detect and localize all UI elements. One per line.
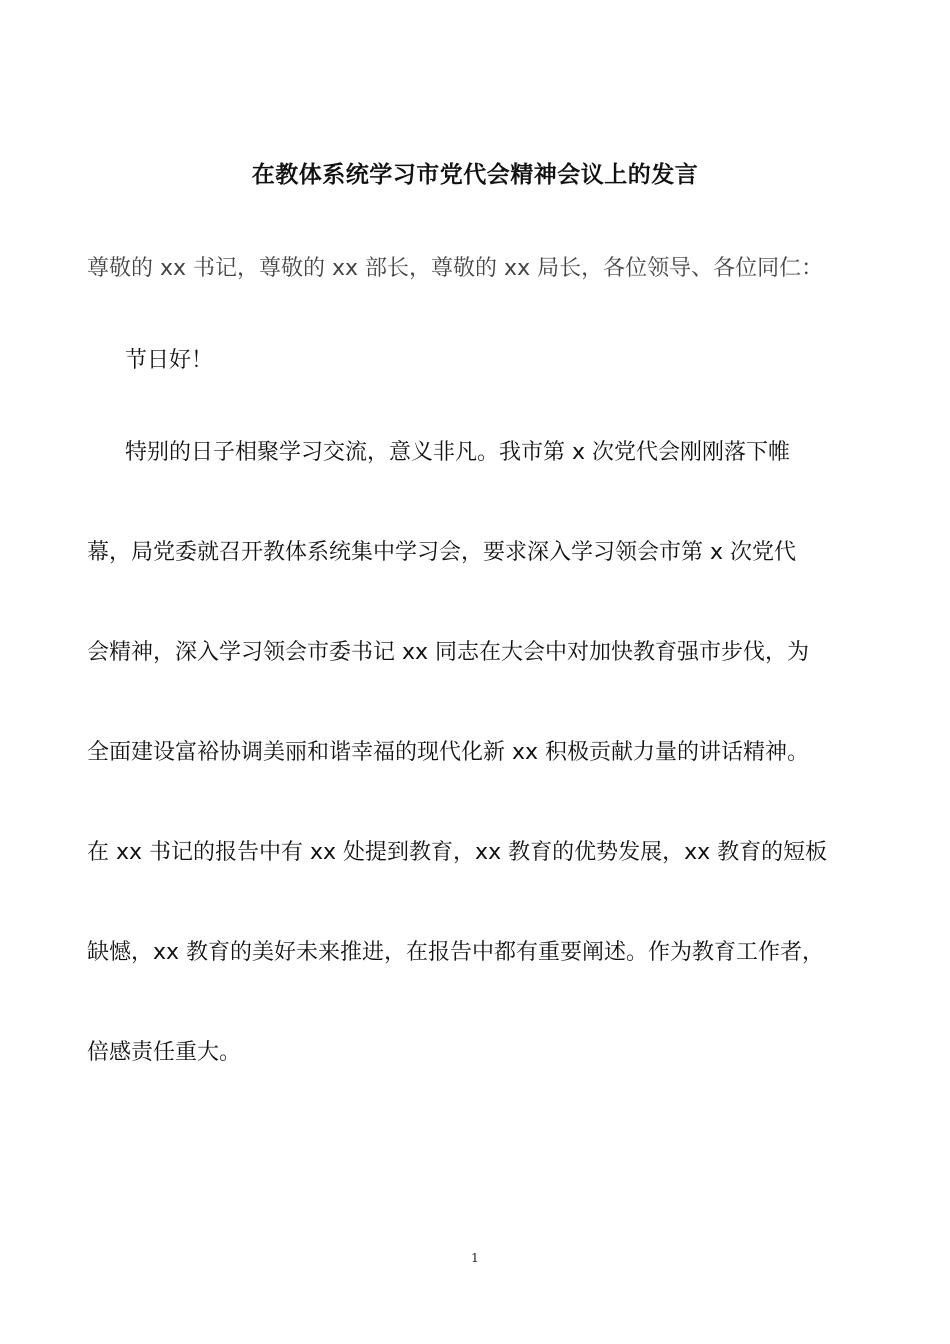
- paragraph-line: 缺憾，xx 教育的美好未来推进，在报告中都有重要阐述。作为教育工作者，: [87, 940, 825, 965]
- page-number: 1: [471, 1251, 479, 1265]
- paragraph-line: 特别的日子相聚学习交流，意义非凡。我市第 x 次党代会刚刚落下帷: [125, 440, 791, 465]
- paragraph-line: 幕，局党委就召开教体系统集中学习会，要求深入学习领会市第 x 次党代: [87, 540, 797, 565]
- paragraph-line: 在 xx 书记的报告中有 xx 处提到教育，xx 教育的优势发展，xx 教育的短板: [87, 840, 828, 865]
- paragraph-line: 会精神，深入学习领会市委书记 xx 同志在大会中对加快教育强市步伐，为: [87, 640, 810, 665]
- document-title: 在教体系统学习市党代会精神会议上的发言: [251, 162, 699, 188]
- salutation-line: 尊敬的 xx 书记，尊敬的 xx 部长，尊敬的 xx 局长，各位领导、各位同仁：: [87, 256, 824, 281]
- greeting-line: 节日好！: [125, 348, 214, 373]
- paragraph-line: 倍感责任重大。: [87, 1040, 242, 1065]
- paragraph-line: 全面建设富裕协调美丽和谐幸福的现代化新 xx 积极贡献力量的讲话精神。: [87, 740, 810, 765]
- body-paragraph: [87, 436, 877, 1136]
